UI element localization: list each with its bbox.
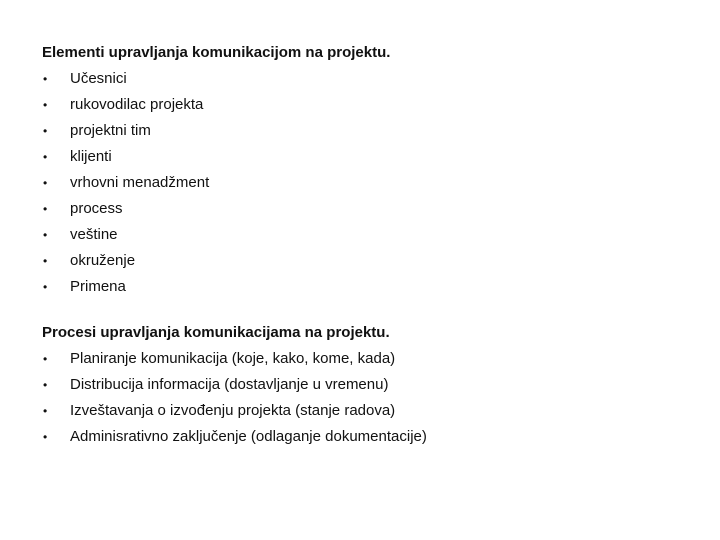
list-item-text: Učesnici (70, 70, 127, 87)
list-item (42, 196, 702, 222)
list-item (42, 248, 702, 274)
bullet-icon: • (43, 352, 48, 366)
section-title-processes: Procesi upravljanja komunikacijama na projektu. (42, 324, 390, 341)
list-item-text: projektni tim (70, 122, 151, 139)
bullet-icon: • (43, 202, 48, 216)
list-item (42, 144, 702, 170)
bullet-icon: • (43, 254, 48, 268)
list-item (42, 346, 702, 372)
elements-list (42, 66, 702, 300)
bullet-icon: • (43, 98, 48, 112)
bullet-icon: • (43, 404, 48, 418)
bullet-icon: • (43, 72, 48, 86)
list-item-text: Primena (70, 278, 126, 295)
list-item-text: Izveštavanja o izvođenju projekta (stanje radova) (70, 402, 396, 419)
section-spacer (42, 300, 702, 320)
list-item (42, 372, 702, 398)
slide-content (42, 40, 702, 450)
list-item (42, 222, 702, 248)
bullet-icon: • (43, 228, 48, 242)
list-item-text: vrhovni menadžment (70, 174, 210, 191)
bullet-icon: • (43, 280, 48, 294)
list-item-text: rukovodilac projekta (70, 96, 204, 113)
list-item (42, 118, 702, 144)
list-item (42, 92, 702, 118)
bullet-icon: • (43, 430, 48, 444)
list-item-text: process (70, 200, 123, 217)
list-item-text: okruženje (70, 252, 136, 269)
processes-list (42, 346, 702, 450)
list-item (42, 398, 702, 424)
section-title-elements: Elementi upravljanja komunikacijom na projektu. (42, 44, 391, 61)
list-item (42, 66, 702, 92)
bullet-icon: • (43, 124, 48, 138)
list-item-text: Adminisrativno zaključenje (odlaganje dokumentacije) (70, 428, 427, 445)
bullet-icon: • (43, 150, 48, 164)
list-item-text: klijenti (70, 148, 112, 165)
bullet-icon: • (43, 378, 48, 392)
list-item-text: Planiranje komunikacija (koje, kako, kome, kada) (70, 350, 396, 367)
list-item (42, 424, 702, 450)
list-item-text: veštine (70, 226, 118, 243)
list-item-text: Distribucija informacija (dostavljanje u vremenu) (70, 376, 389, 393)
list-item (42, 170, 702, 196)
bullet-icon: • (43, 176, 48, 190)
list-item (42, 274, 702, 300)
